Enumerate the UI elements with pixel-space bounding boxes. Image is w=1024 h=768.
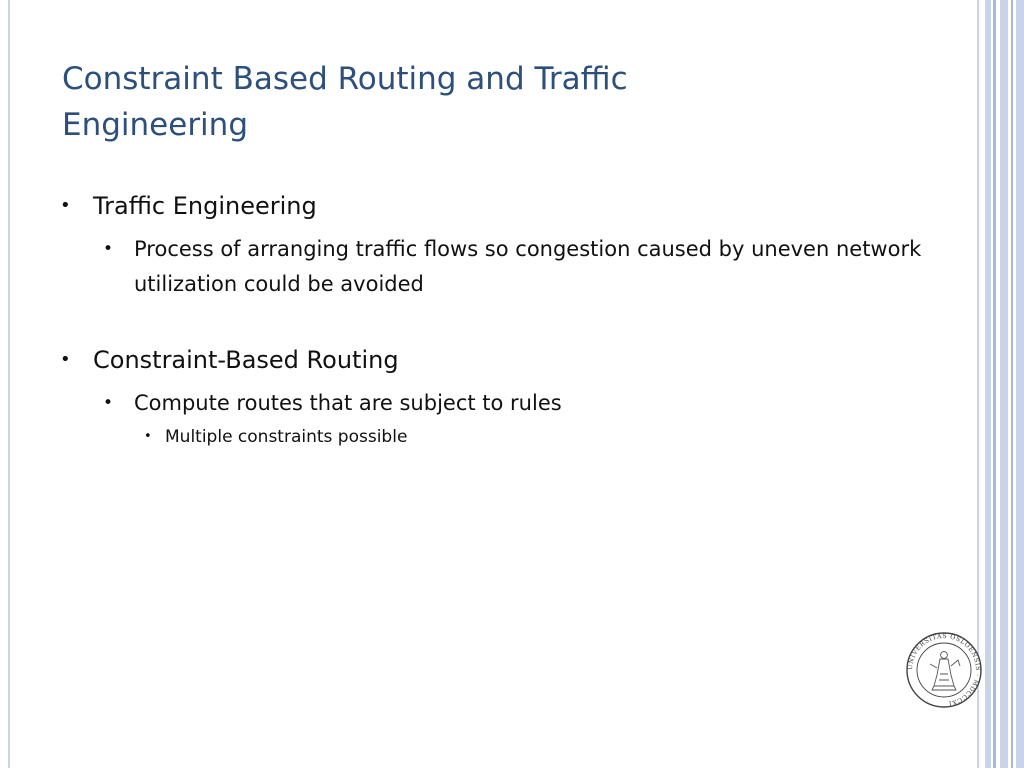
bullet-item-level-2: [60, 232, 940, 302]
slide-title-line-2: Engineering: [62, 107, 248, 143]
bullet-icon: •: [103, 239, 114, 259]
bullet-icon: •: [60, 195, 71, 216]
left-frame-line: [8, 0, 10, 768]
bullet-text: Constraint-Based Routing: [93, 346, 399, 374]
bullet-item-level-1: [60, 342, 940, 378]
right-frame-stripe: [1000, 0, 1008, 768]
bullet-item-level-3: [60, 423, 940, 451]
slide-title: [62, 56, 762, 148]
bullet-list: [60, 188, 940, 451]
right-frame-stripe: [1016, 0, 1024, 768]
right-frame-stripe: [993, 0, 996, 768]
bullet-text: Multiple constraints possible: [165, 427, 408, 447]
bullet-icon: •: [144, 429, 152, 444]
bullet-icon: •: [60, 349, 71, 370]
seal-lettering: UNIVERSITAS OSLOENSIS · MDCCCXI: [906, 632, 982, 707]
bullet-icon: •: [103, 393, 114, 413]
bullet-item-level-2: [60, 386, 940, 421]
spacer: [60, 302, 940, 342]
right-frame-stripe: [985, 0, 991, 768]
bullet-text: Process of arranging traffic flows so congestion caused by uneven network utilization could be avoided: [134, 237, 922, 296]
university-seal-icon: [904, 630, 984, 710]
bullet-text: Traffic Engineering: [93, 192, 317, 220]
right-frame-stripe: [1011, 0, 1013, 768]
bullet-item-level-1: [60, 188, 940, 224]
slide-title-line-1: Constraint Based Routing and Traffic: [62, 61, 628, 97]
bullet-text: Compute routes that are subject to rules: [134, 391, 562, 415]
